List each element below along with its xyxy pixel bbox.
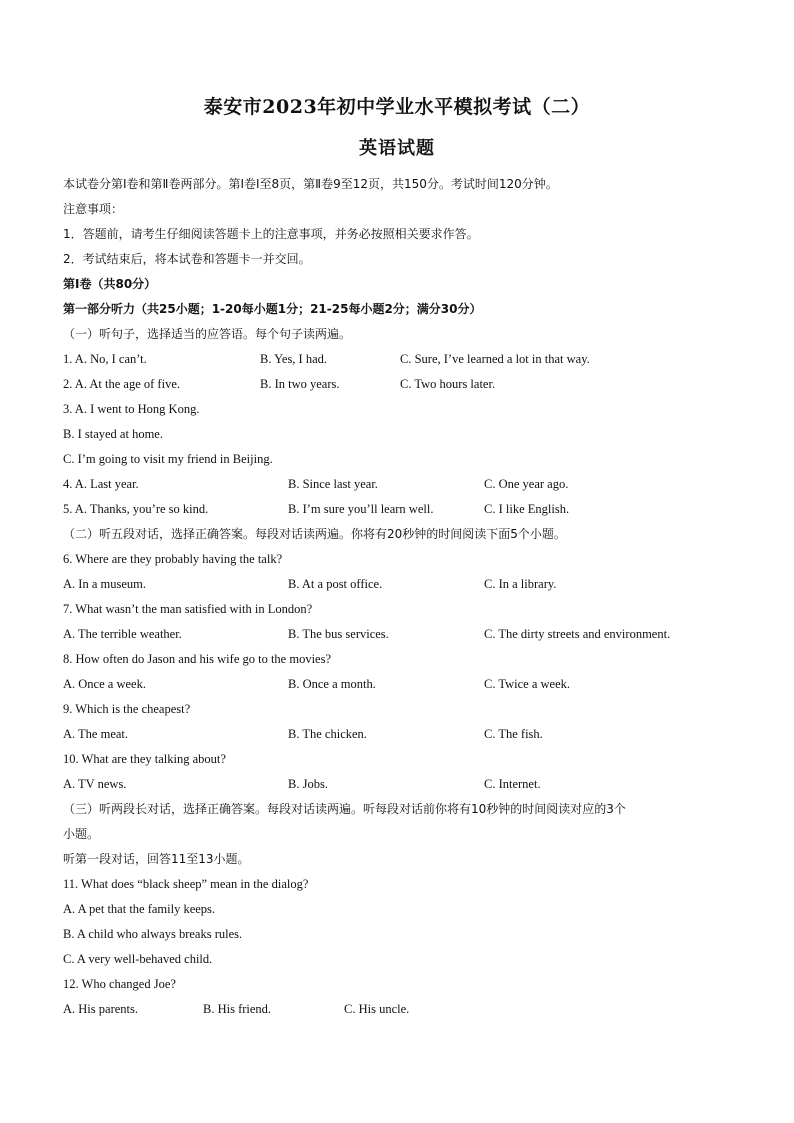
q10-option-c: C. Internet. [484, 777, 541, 791]
volume-1-heading: 第Ⅰ卷（共80分） [63, 277, 157, 291]
q3-option-c: C. I’m going to visit my friend in Beijing. [63, 452, 273, 466]
section-1-heading: （一）听句子，选择适当的应答语。每个句子读两遍。 [63, 327, 352, 341]
q1-option-a: 1. A. No, I can’t. [63, 352, 147, 366]
q4-option-c: C. One year ago. [484, 477, 569, 491]
part-1-heading: 第一部分听力（共25小题；1-20每小题1分；21-25每小题2分；满分30分） [63, 302, 482, 316]
q11-option-b: B. A child who always breaks rules. [63, 927, 243, 941]
q7-option-c: C. The dirty streets and environment. [484, 627, 671, 641]
q7-option-a: A. The terrible weather. [63, 627, 182, 641]
q9-option-c: C. The fish. [484, 727, 543, 741]
q12-stem: 12. Who changed Joe? [63, 977, 176, 991]
notice-heading: 注意事项： [63, 202, 124, 216]
q4-option-a: 4. A. Last year. [63, 477, 139, 491]
q8-option-c: C. Twice a week. [484, 677, 571, 691]
q6-stem: 6. Where are they probably having the talk? [63, 552, 283, 566]
q11-option-c: C. A very well-behaved child. [63, 952, 213, 966]
notice-item-2: 2．考试结束后，将本试卷和答题卡一并交回。 [63, 252, 311, 266]
q10-option-b: B. Jobs. [288, 777, 328, 791]
q1-option-b: B. Yes, I had. [260, 352, 328, 366]
intro-text: 本试卷分第Ⅰ卷和第Ⅱ卷两部分。第Ⅰ卷Ⅰ至8页，第Ⅱ卷9至12页，共150分。考试时间120分钟。 [63, 177, 558, 191]
q3-option-a: 3. A. I went to Hong Kong. [63, 402, 200, 416]
q11-stem: 11. What does “black sheep” mean in the dialog? [63, 877, 309, 891]
q2-option-b: B. In two years. [260, 377, 340, 391]
q4-option-b: B. Since last year. [288, 477, 378, 491]
q7-option-b: B. The bus services. [288, 627, 389, 641]
q8-stem: 8. How often do Jason and his wife go to the movies? [63, 652, 332, 666]
q12-option-c: C. His uncle. [344, 1002, 410, 1016]
q5-option-a: 5. A. Thanks, you’re so kind. [63, 502, 209, 516]
q6-option-a: A. In a museum. [63, 577, 146, 591]
notice-item-1: 1．答题前，请考生仔细阅读答题卡上的注意事项，并务必按照相关要求作答。 [63, 227, 479, 241]
q12-option-b: B. His friend. [203, 1002, 272, 1016]
q1-option-c: C. Sure, I’ve learned a lot in that way. [400, 352, 590, 366]
section-2-heading: （二）听五段对话，选择正确答案。每段对话读两遍。你将有20秒钟的时间阅读下面5个小题。 [63, 527, 566, 541]
q10-stem: 10. What are they talking about? [63, 752, 226, 766]
q5-option-c: C. I like English. [484, 502, 570, 516]
q3-option-b: B. I stayed at home. [63, 427, 163, 441]
dialog-1-instruction: 听第一段对话，回答11至13小题。 [63, 852, 250, 866]
section-3-heading: （三）听两段长对话，选择正确答案。每段对话读两遍。听每段对话前你将有10秒钟的时间阅读对应的3个 [63, 802, 626, 816]
exam-title: 泰安市2023年初中学业水平模拟考试（二） [203, 96, 591, 118]
q9-option-b: B. The chicken. [288, 727, 367, 741]
q8-option-a: A. Once a week. [63, 677, 146, 691]
q6-option-b: B. At a post office. [288, 577, 383, 591]
q11-option-a: A. A pet that the family keeps. [63, 902, 216, 916]
q9-option-a: A. The meat. [63, 727, 129, 741]
q8-option-b: B. Once a month. [288, 677, 376, 691]
section-3-heading-cont: 小题。 [63, 827, 100, 841]
q6-option-c: C. In a library. [484, 577, 557, 591]
q12-option-a: A. His parents. [63, 1002, 138, 1016]
q2-option-c: C. Two hours later. [400, 377, 496, 391]
q7-stem: 7. What wasn’t the man satisfied with in London? [63, 602, 313, 616]
q5-option-b: B. I’m sure you’ll learn well. [288, 502, 434, 516]
q10-option-a: A. TV news. [63, 777, 127, 791]
q9-stem: 9. Which is the cheapest? [63, 702, 191, 716]
exam-subtitle: 英语试题 [359, 138, 435, 159]
q2-option-a: 2. A. At the age of five. [63, 377, 180, 391]
